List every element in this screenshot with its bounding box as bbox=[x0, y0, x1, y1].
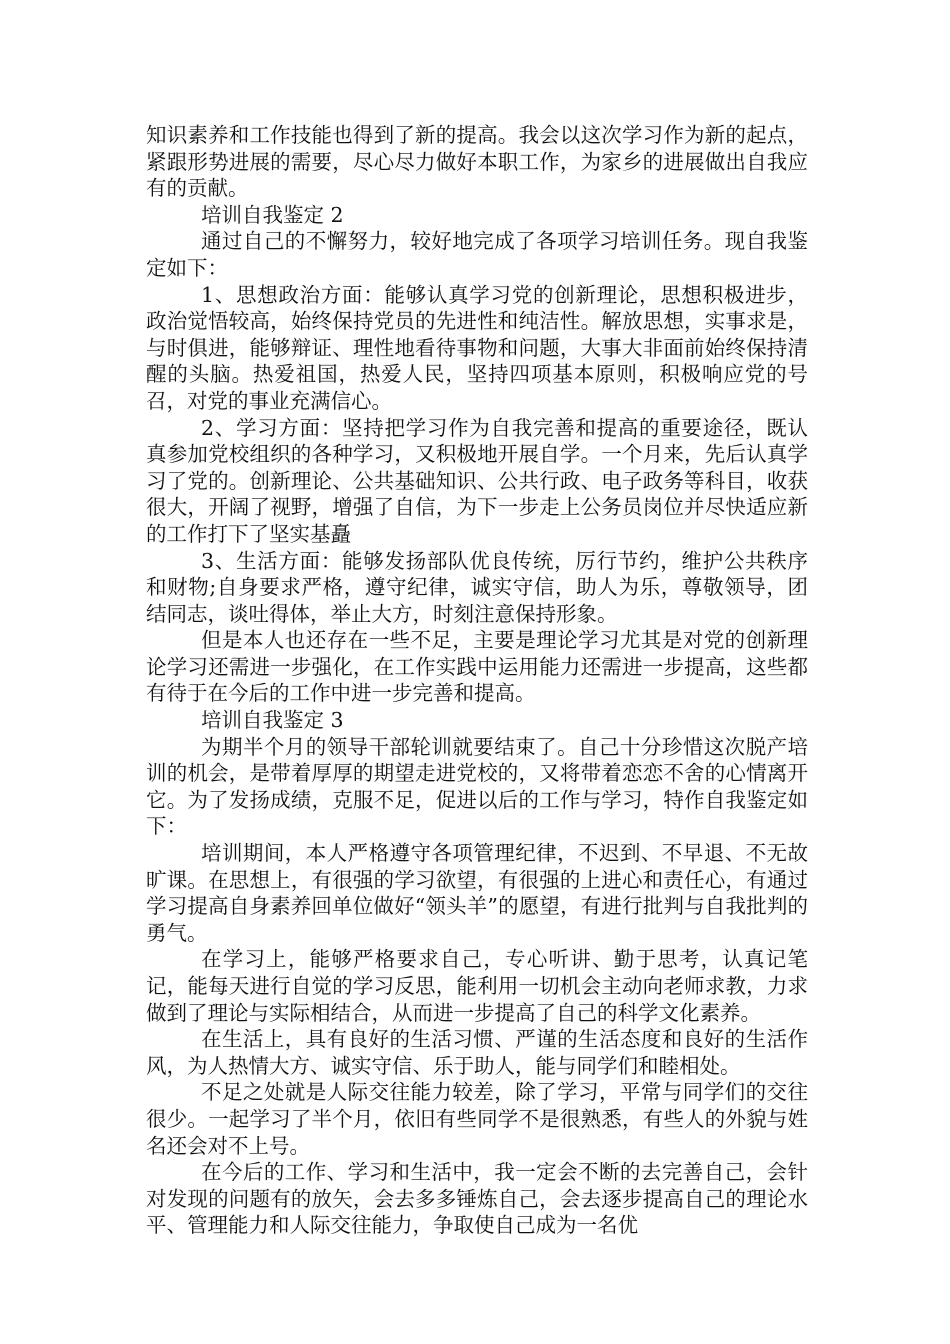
paragraph: 3、生活方面：能够发扬部队优良传统，厉行节约，维护公共秩序和财物;自身要求严格，遵守纪律，诚实守信，助人为乐，尊敬领导，团结同志，谈吐得体，举止大方，时刻注意保持形象。 bbox=[146, 548, 808, 626]
paragraph: 不足之处就是人际交往能力较差，除了学习，平常与同学们的交往很少。一起学习了半个月，依旧有些同学不是很熟悉，有些人的外貌与姓名还会对不上号。 bbox=[146, 1080, 808, 1158]
section-heading-3: 培训自我鉴定 3 bbox=[201, 708, 344, 733]
paragraph: 在学习上，能够严格要求自己，专心听讲、勤于思考，认真记笔记，能每天进行自觉的学习反思，能利用一切机会主动向老师求教，力求做到了理论与实际相结合，从而进一步提高了自己的科学文化素养。 bbox=[146, 947, 808, 1025]
paragraph: 在今后的工作、学习和生活中，我一定会不断的去完善自己，会针对发现的问题有的放矢，会去多多锤炼自己，会去逐步提高自己的理论水平、管理能力和人际交往能力，争取使自己成为一名优 bbox=[146, 1160, 808, 1238]
document-page bbox=[146, 122, 808, 1239]
paragraph: 在生活上，具有良好的生活习惯、严谨的生活态度和良好的生活作风，为人热情大方、诚实守信、乐于助人，能与同学们和睦相处。 bbox=[146, 1027, 808, 1078]
paragraph: 2、学习方面：坚持把学习作为自我完善和提高的重要途径，既认真参加党校组织的各种学习，又积极地开展自学。一个月来，先后认真学习了党的。创新理论、公共基础知识、公共行政、电子政务等科目，收获很大，开阔了视野，增强了自信，为下一步走上公务员岗位并尽快适应新的工作打下了坚实基矗 bbox=[146, 415, 808, 546]
paragraph-continuation: 知识素养和工作技能也得到了新的提高。我会以这次学习作为新的起点，紧跟形势进展的需要，尽心尽力做好本职工作，为家乡的进展做出自我应有的贡献。 bbox=[146, 123, 808, 201]
paragraph: 通过自己的不懈努力，较好地完成了各项学习培训任务。现自我鉴定如下： bbox=[146, 229, 808, 280]
paragraph: 为期半个月的领导干部轮训就要结束了。自己十分珍惜这次脱产培训的机会，是带着厚厚的期望走进党校的，又将带着恋恋不舍的心情离开它。为了发扬成绩，克服不足，促进以后的工作与学习，特作自我鉴定如下： bbox=[146, 734, 808, 839]
paragraph: 但是本人也还存在一些不足，主要是理论学习尤其是对党的创新理论学习还需进一步强化，在工作实践中运用能力还需进一步提高，这些都有待于在今后的工作中进一步完善和提高。 bbox=[146, 628, 808, 706]
section-heading-2: 培训自我鉴定 2 bbox=[201, 202, 344, 227]
paragraph: 1、思想政治方面：能够认真学习党的创新理论，思想积极进步，政治觉悟较高，始终保持党员的先进性和纯洁性。解放思想，实事求是，与时俱进，能够辩证、理性地看待事物和问题，大事大非面前始终保持清醒的头脑。热爱祖国，热爱人民，坚持四项基本原则，积极响应党的号召，对党的事业充满信心。 bbox=[146, 282, 808, 413]
paragraph: 培训期间，本人严格遵守各项管理纪律，不迟到、不早退、不无故旷课。在思想上，有很强的学习欲望，有很强的上进心和责任心，有通过学习提高自身素养回单位做好“领头羊”的愿望，有进行批判与自我批判的勇气。 bbox=[146, 841, 808, 945]
